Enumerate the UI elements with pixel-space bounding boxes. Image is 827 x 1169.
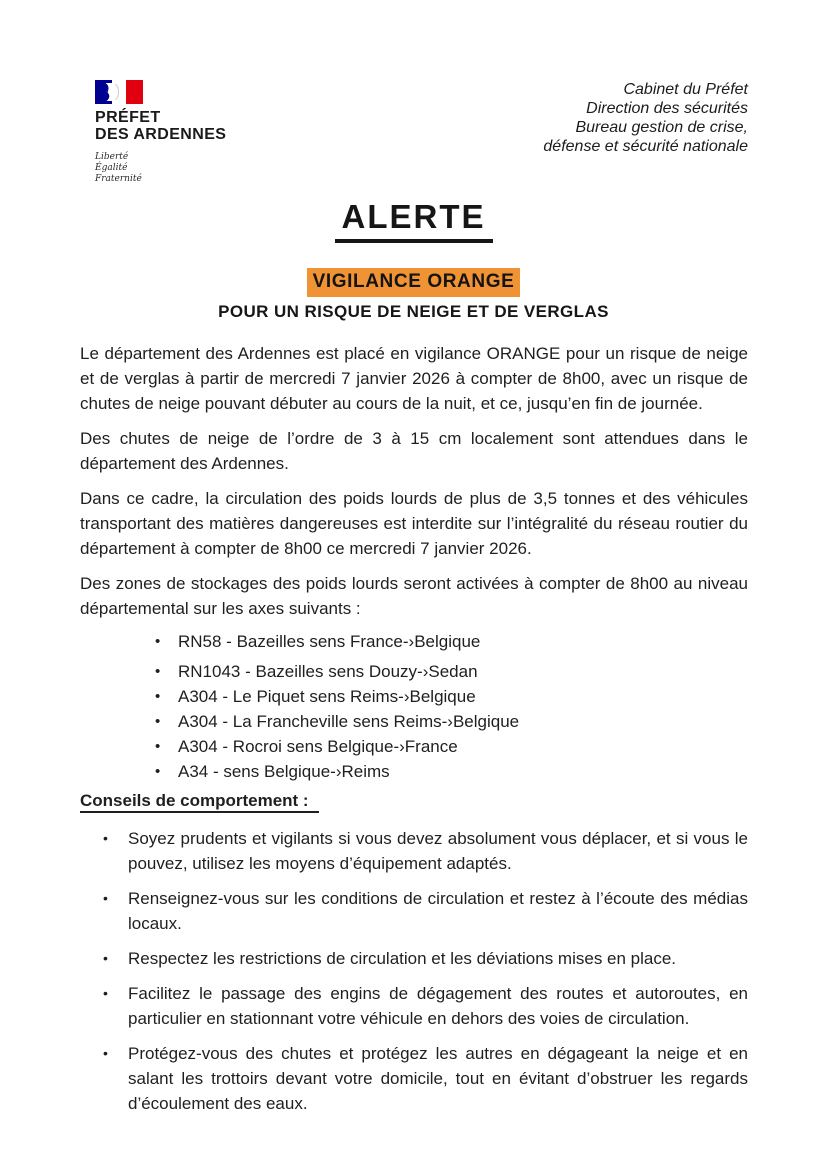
axes-item-a34: • A34 - sens Belgique-›Reims — [80, 761, 748, 783]
office-line-3: Bureau gestion de crise, — [575, 119, 748, 136]
paragraph-snowfall-amount: Des chutes de neige de l’ordre de 3 à 15 cm localement sont attendues dans le département des Ardennes. — [80, 429, 748, 473]
office-line-2: Direction des sécurités — [586, 100, 748, 117]
vigilance-orange-badge: VIGILANCE ORANGE — [307, 268, 521, 297]
prefecture-logo — [95, 80, 226, 185]
axes-item-a304-la-francheville: • A304 - La Francheville sens Reims-›Belgique — [80, 711, 748, 733]
paragraph-truck-ban: Dans ce cadre, la circulation des poids lourds de plus de 3,5 tonnes et des véhicules transportant des matières dangereuses est interdite sur l’intégralité du réseau routier du département à compter de 8h00 ce mercredi 7 janvier 2026. — [80, 489, 748, 558]
office-line-1: Cabinet du Préfet — [623, 81, 748, 98]
advice-item-engins: • Facilitez le passage des engins de dégagement des routes et autoroutes, en particulier en stationnant votre véhicule en dehors des voies de circulation. — [80, 981, 748, 1031]
motto-liberte: Liberté — [95, 152, 129, 162]
storage-axes-list — [80, 631, 748, 783]
prefecture-name-line2: DES ARDENNES — [95, 126, 227, 143]
behaviour-advice-list — [80, 826, 748, 1116]
french-republic-flag-icon — [95, 80, 143, 104]
risk-subtitle: POUR UN RISQUE DE NEIGE ET DE VERGLAS — [218, 302, 609, 321]
document-title: ALERTE — [335, 198, 493, 243]
prefecture-name — [95, 109, 226, 143]
office-line-4: défense et sécurité nationale — [543, 138, 748, 155]
axes-item-rn58: • RN58 - Bazeilles sens France-›Belgique — [80, 631, 748, 653]
document-header — [0, 0, 827, 185]
motto-egalite: Égalité — [95, 163, 128, 173]
paragraph-vigilance-announcement: Le département des Ardennes est placé en vigilance ORANGE pour un risque de neige et de verglas à partir de mercredi 7 janvier 2026 à compter de 8h00, avec un risque de chutes de neige pouvant débuter au cours de la nuit, et ce, jusqu’en fin de journée. — [80, 344, 748, 413]
prefecture-name-line1: PRÉFET — [95, 109, 161, 126]
axes-item-a304-le-piquet: • A304 - Le Piquet sens Reims-›Belgique — [80, 686, 748, 708]
issuing-office-block — [543, 80, 748, 156]
advice-item-protection: • Protégez-vous des chutes et protégez les autres en dégageant la neige et en salant les trottoirs devant votre domicile, tout en évitant d’obstruer les regards d’écoulement des eaux. — [80, 1041, 748, 1116]
advice-item-renseignement: • Renseignez-vous sur les conditions de circulation et restez à l’écoute des médias locaux. — [80, 886, 748, 936]
advice-item-restrictions: • Respectez les restrictions de circulation et les déviations mises en place. — [80, 946, 748, 971]
vigilance-section — [0, 268, 827, 297]
paragraph-storage-zones: Des zones de stockages des poids lourds seront activées à compter de 8h00 au niveau départemental sur les axes suivants : — [80, 574, 748, 618]
motto-fraternite: Fraternité — [95, 174, 142, 184]
advice-item-prudence: • Soyez prudents et vigilants si vous devez absolument vous déplacer, et si vous le pouvez, utilisez les moyens d’équipement adaptés. — [80, 826, 748, 876]
document-body — [80, 341, 748, 1116]
axes-item-rn1043: • RN1043 - Bazeilles sens Douzy-›Sedan — [80, 661, 748, 683]
axes-item-a304-rocroi: • A304 - Rocroi sens Belgique-›France — [80, 736, 748, 758]
behaviour-advice-heading: Conseils de comportement : — [80, 791, 748, 811]
republic-motto — [95, 152, 226, 185]
title-section — [0, 198, 827, 243]
